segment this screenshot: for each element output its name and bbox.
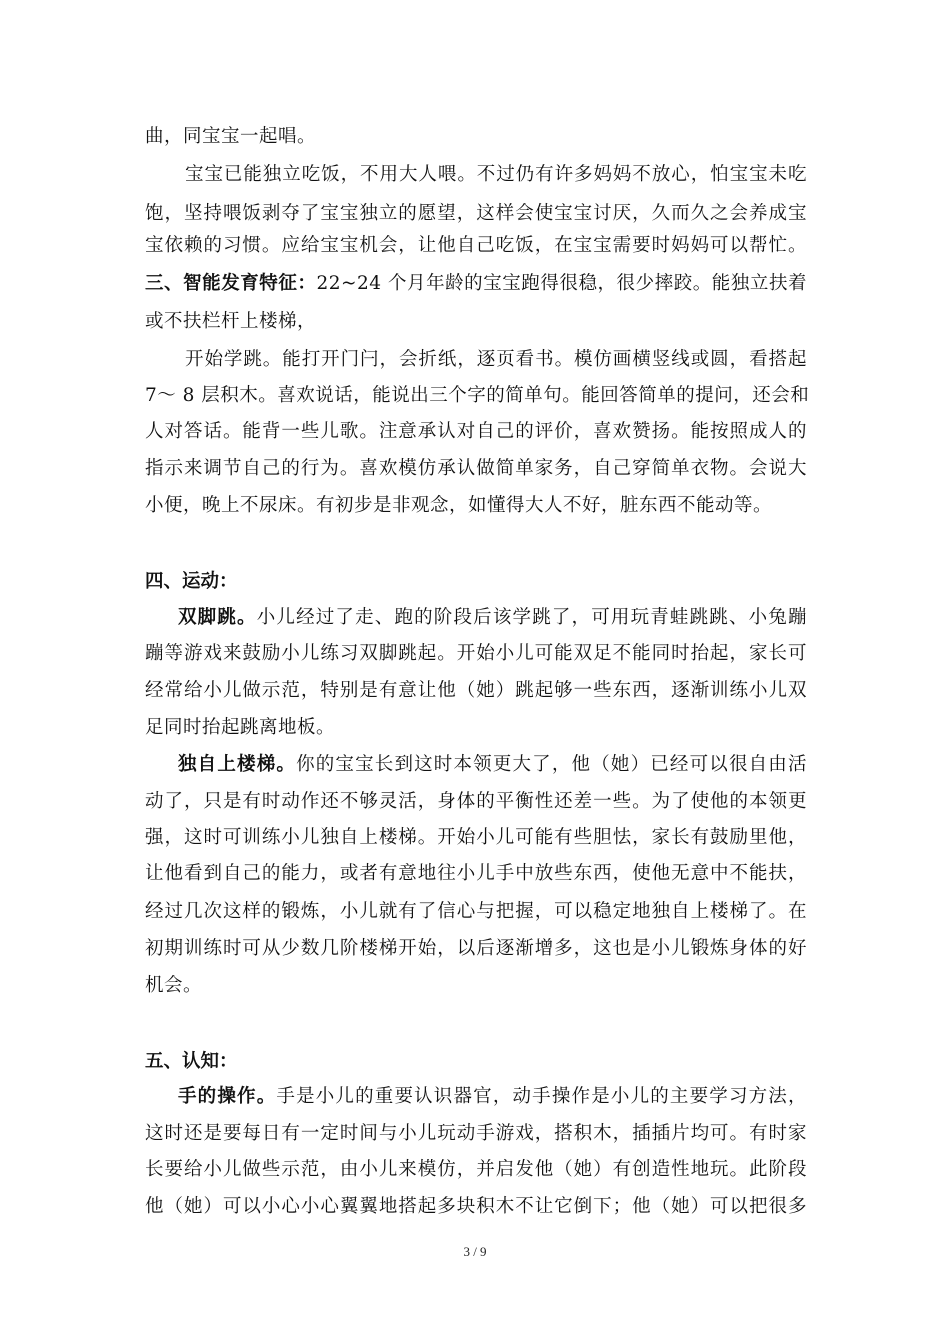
paragraph-line: 指示来调节自己的行为。喜欢模仿承认做简单家务，自己穿简单衣物。会说大 (145, 458, 807, 479)
paragraph-line: 经常给小儿做示范，特别是有意让他（她）跳起够一些东西，逐渐训练小儿双 (145, 680, 807, 701)
paragraph-line: 动了，只是有时动作还不够灵活，身体的平衡性还差一些。为了使他的本领更 (145, 791, 807, 812)
section-heading-intelligence: 三、智能发育特征： (145, 273, 317, 294)
paragraph-line: 他（她）可以小心小心翼翼地搭起多块积木不让它倒下；他（她）可以把很多 (145, 1196, 807, 1217)
paragraph-line: 机会。 (145, 975, 203, 996)
section-heading-motor: 四、运动： (145, 571, 238, 592)
paragraph-line: 强，这时可训练小儿独自上楼梯。开始小儿可能有些胆怯，家长有鼓励里他， (145, 827, 807, 848)
paragraph-line: 开始学跳。能打开门闩，会折纸，逐页看书。模仿画横竖线或圆，看搭起 (185, 349, 807, 370)
paragraph-line: 足同时抬起跳离地板。 (145, 717, 336, 738)
paragraph-line: 初期训练时可从少数几阶楼梯开始，以后逐渐增多，这也是小儿锻炼身体的好 (145, 938, 807, 959)
paragraph-line: 饱，坚持喂饭剥夺了宝宝独立的愿望，这样会使宝宝讨厌，久而久之会养成宝 (145, 203, 807, 224)
bold-lead-hand: 手的操作。 (178, 1086, 277, 1107)
paragraph-text: 你的宝宝长到这时本领更大了，他（她）已经可以很自由活 (296, 754, 807, 775)
paragraph-line: 这时还是要每日有一定时间与小儿玩动手游戏，搭积木，插插片均可。有时家 (145, 1123, 807, 1144)
section-heading-cognition: 五、认知： (145, 1051, 238, 1072)
paragraph-line (178, 1085, 807, 1109)
paragraph-line: 曲，同宝宝一起唱。 (145, 126, 317, 147)
paragraph-line: 小便，晚上不尿床。有初步是非观念，如懂得大人不好，脏东西不能动等。 (145, 495, 773, 516)
paragraph-text: 手是小儿的重要认识器官，动手操作是小儿的主要学习方法， (276, 1086, 807, 1107)
paragraph-line: 7～ 8 层积木。喜欢说话，能说出三个字的简单句。能回答简单的提问，还会和 (145, 385, 810, 406)
paragraph-line (178, 606, 807, 630)
paragraph-line: 经过几次这样的锻炼，小儿就有了信心与把握，可以稳定地独自上楼梯了。在 (145, 901, 807, 922)
paragraph-line: 或不扶栏杆上楼梯， (145, 311, 317, 332)
paragraph-line: 让他看到自己的能力，或者有意地往小儿手中放些东西，使他无意中不能扶， (145, 863, 807, 884)
paragraph-text: 22~24 个月年龄的宝宝跑得很稳，很少摔跤。能独立扶着 (316, 273, 807, 294)
paragraph-line: 宝依赖的习惯。应给宝宝机会，让他自己吃饭，在宝宝需要时妈妈可以帮忙。 (145, 235, 807, 256)
section-intelligence-line (145, 272, 807, 296)
bold-lead-stairs: 独自上楼梯。 (178, 754, 297, 775)
paragraph-text: 小儿经过了走、跑的阶段后该学跳了，可用玩青蛙跳跳、小兔蹦 (256, 607, 807, 628)
paragraph-line: 长要给小儿做些示范，由小儿来模仿，并启发他（她）有创造性地玩。此阶段 (145, 1159, 807, 1180)
page-number: 3 / 9 (463, 1244, 487, 1259)
paragraph-line: 人对答话。能背一些儿歌。注意承认对自己的评价，喜欢赞扬。能按照成人的 (145, 421, 807, 442)
paragraph-line: 宝宝已能独立吃饭，不用大人喂。不过仍有许多妈妈不放心，怕宝宝未吃 (185, 164, 807, 185)
paragraph-line (178, 753, 807, 777)
paragraph-line: 蹦等游戏来鼓励小儿练习双脚跳起。开始小儿可能双足不能同时抬起，家长可 (145, 643, 807, 664)
bold-lead-jump: 双脚跳。 (178, 607, 257, 628)
